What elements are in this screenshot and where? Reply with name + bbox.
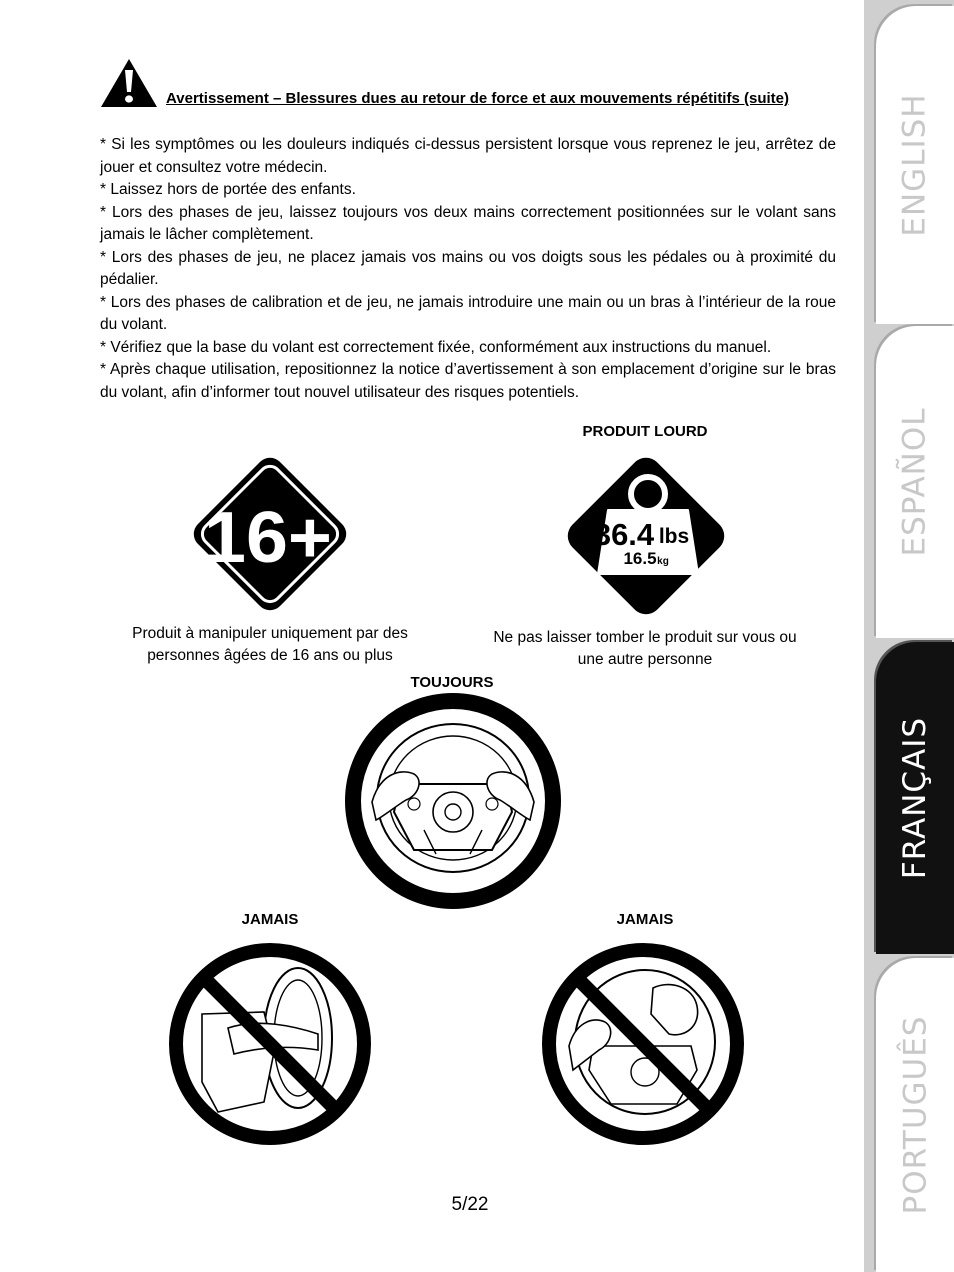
warning-paragraph: * Lors des phases de calibration et de jeu, ne jamais introduire une main ou un bras à l’intérieur de la roue du volant.	[100, 293, 836, 333]
warning-paragraph: * Lors des phases de jeu, laissez toujours vos deux mains correctement positionnées sur le volant sans jamais le lâcher complètement.	[100, 203, 836, 243]
warning-paragraph: * Après chaque utilisation, repositionnez la notice d’avertissement à son emplacement d’origine sur le bras du volant, afin d’informer tout nouvel utilisateur des risques potentiels.	[100, 361, 836, 401]
age-caption-line: personnes âgées de 16 ans ou plus	[147, 647, 393, 664]
warning-title: Avertissement – Blessures dues au retour de force et aux mouvements répétitifs (suite)	[166, 90, 789, 107]
age-caption-line: Produit à manipuler uniquement par des	[132, 625, 408, 642]
age-text: 16+	[204, 498, 332, 578]
warning-paragraph: * Si les symptômes ou les douleurs indiqués ci-dessus persistent lorsque vous reprenez le jeu, arrêtez de jouer et consultez votre médecin.	[100, 136, 836, 176]
never-hands-inside-wheel-illustration	[541, 942, 745, 1146]
always-hands-on-wheel-illustration	[344, 692, 562, 910]
heavy-weight-sign	[560, 450, 732, 622]
never-right-label: JAMAIS	[616, 911, 674, 928]
weight-kg-unit: kg	[657, 556, 669, 567]
tab-francais[interactable]	[876, 642, 954, 954]
never-arm-through-wheel-illustration	[168, 942, 372, 1146]
page-number: 5/22	[451, 1194, 489, 1215]
weight-lbs-unit: lbs	[658, 525, 690, 548]
weight-kg-value: 16.5	[623, 549, 657, 568]
weight-lbs-value: 36.4	[593, 517, 655, 552]
warning-text	[100, 134, 836, 404]
heavy-caption	[470, 627, 820, 671]
tab-english[interactable]	[876, 6, 954, 324]
warning-paragraph: * Lors des phases de jeu, ne placez jamais vos mains ou vos doigts sous les pédales ou à proximité du pédalier.	[100, 248, 836, 288]
tab-portugues[interactable]	[876, 958, 954, 1272]
heavy-product-label: PRODUIT LOURD	[582, 423, 708, 440]
always-label: TOUJOURS	[410, 674, 494, 691]
heavy-caption-line: Ne pas laisser tomber le produit sur vous ou	[493, 629, 797, 646]
tab-espanol[interactable]	[876, 326, 954, 638]
tab-english-label: ENGLISH	[897, 93, 934, 237]
heavy-caption-line: une autre personne	[577, 651, 713, 668]
warning-triangle-icon	[100, 58, 158, 108]
age-16-plus-sign	[188, 452, 352, 616]
age-caption	[110, 623, 430, 667]
warning-paragraph: * Vérifiez que la base du volant est correctement fixée, conformément aux instructions du manuel.	[100, 338, 772, 356]
tab-portugues-label: PORTUGUÊS	[897, 1015, 934, 1215]
never-left-label: JAMAIS	[241, 911, 299, 928]
tab-francais-label: FRANÇAIS	[897, 716, 933, 880]
warning-paragraph: * Laissez hors de portée des enfants.	[100, 181, 356, 198]
tab-espanol-label: ESPAÑOL	[897, 407, 934, 557]
